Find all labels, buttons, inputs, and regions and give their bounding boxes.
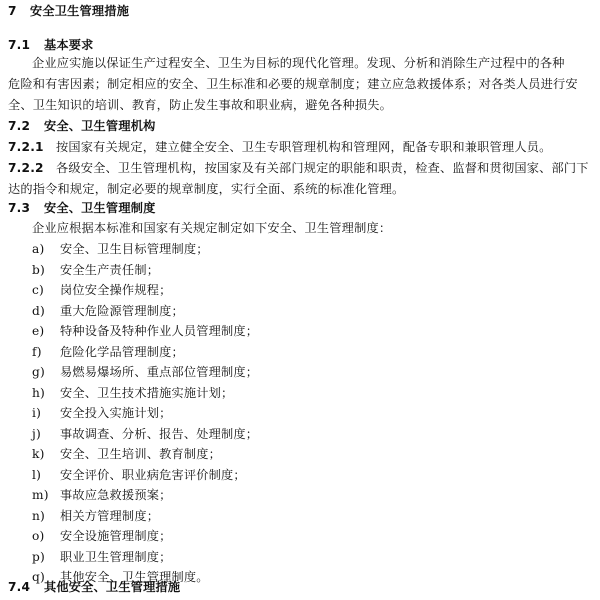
list-item-text: 安全评价、职业病危害评价制度； [60,467,246,482]
list-item-text: 安全投入实施计划； [60,406,172,420]
list-item [32,507,159,525]
list-item-label: k) [32,447,45,461]
list-item-text: 安全、卫生目标管理制度； [60,242,209,256]
list-item-text: 事故调查、分析、报告、处理制度； [60,426,259,441]
list-item [32,527,172,545]
section-title: 安全、卫生管理机构 [44,119,156,133]
list-item-text: 相关方管理制度； [60,508,160,523]
list-item [32,548,172,566]
list-item-label: p) [32,549,45,564]
list-item [32,445,221,463]
clause-number: 7.2.2 [8,161,44,175]
list-item-label: e) [32,324,45,338]
list-item-label: n) [32,508,46,523]
list-item-text: 安全设施管理制度； [60,529,172,543]
section-title: 安全卫生管理措施 [30,4,130,18]
list-item [32,425,258,443]
clause-7-2-2 [8,159,589,177]
section-7-3-heading [8,199,156,217]
list-item [32,261,159,279]
paragraph-line: 全、卫生知识的培训、教育，防止发生事故和职业病，避免各种损失。 [8,98,393,112]
list-item-text: 职业卫生管理制度； [60,549,172,564]
clause-text: 按国家有关规定，建立健全安全、卫生专职管理机构和管理网，配备专职和兼职管理人员。 [56,140,552,154]
list-item-text: 安全、卫生技术措施实施计划； [60,385,234,400]
list-item-text: 特种设备及特种作业人员管理制度； [60,324,259,338]
clause-text: 各级安全、卫生管理机构，按国家及有关部门规定的职能和职责，检查、监督和贯彻国家、部门下 [56,161,589,175]
section-number: 7.4 [8,580,31,594]
list-item-text: 易燃易爆场所、重点部位管理制度； [60,365,259,379]
list-item-label: c) [32,283,44,297]
list-item-label: m) [32,488,49,502]
list-item-label: f) [32,344,42,359]
section-number: 7.1 [8,38,31,52]
list-item-label: o) [32,529,45,543]
section-title: 其他安全、卫生管理措施 [44,580,181,594]
section-7-2-heading [8,117,156,135]
section-title: 安全、卫生管理制度 [44,201,156,215]
section-7-4-heading [8,578,180,596]
list-item-label: i) [32,406,42,420]
list-item-label: l) [32,467,42,482]
list-item [32,404,172,422]
list-item-text: 其他安全、卫生管理制度。 [60,570,209,584]
list-item-text: 安全、卫生培训、教育制度； [60,447,222,461]
list-item-text: 安全生产责任制； [60,262,160,277]
list-item [32,240,209,258]
list-item [32,302,184,320]
list-item [32,363,258,381]
list-item [32,466,246,484]
section-number: 7.3 [8,201,31,215]
clause-number: 7.2.1 [8,140,44,154]
list-item [32,322,258,340]
list-item-label: q) [32,570,45,584]
list-item-label: g) [32,365,45,379]
section-title: 基本要求 [44,38,94,52]
section-number: 7 [8,4,17,18]
list-item-text: 岗位安全操作规程； [60,283,172,297]
paragraph-line: 危险和有害因素；制定相应的安全、卫生标准和必要的规章制度；建立应急救援体系；对各类人员进行安 [8,77,578,91]
section-number: 7.2 [8,119,31,133]
list-item-text: 重大危险源管理制度； [60,303,184,318]
clause-7-2-1 [8,138,552,156]
section-7-1-heading [8,36,94,54]
section-intro: 企业应根据本标准和国家有关规定制定如下安全、卫生管理制度： [32,221,392,235]
list-item-label: j) [32,426,41,441]
clause-text-continued: 达的指令和规定，制定必要的规章制度，实行全面、系统的标准化管理。 [8,182,405,196]
list-item [32,281,172,299]
list-item-label: d) [32,303,45,318]
list-item [32,343,184,361]
paragraph-line: 企业应实施以保证生产过程安全、卫生为目标的现代化管理。发现、分析和消除生产过程中的各种 [32,56,565,70]
list-item-label: h) [32,385,46,400]
list-item [32,486,172,504]
list-item-label: a) [32,242,45,256]
list-item-text: 事故应急救援预案； [60,488,172,502]
list-item-text: 危险化学品管理制度； [60,344,184,359]
section-7-heading [8,2,129,20]
list-item [32,384,233,402]
list-item-label: b) [32,262,45,277]
